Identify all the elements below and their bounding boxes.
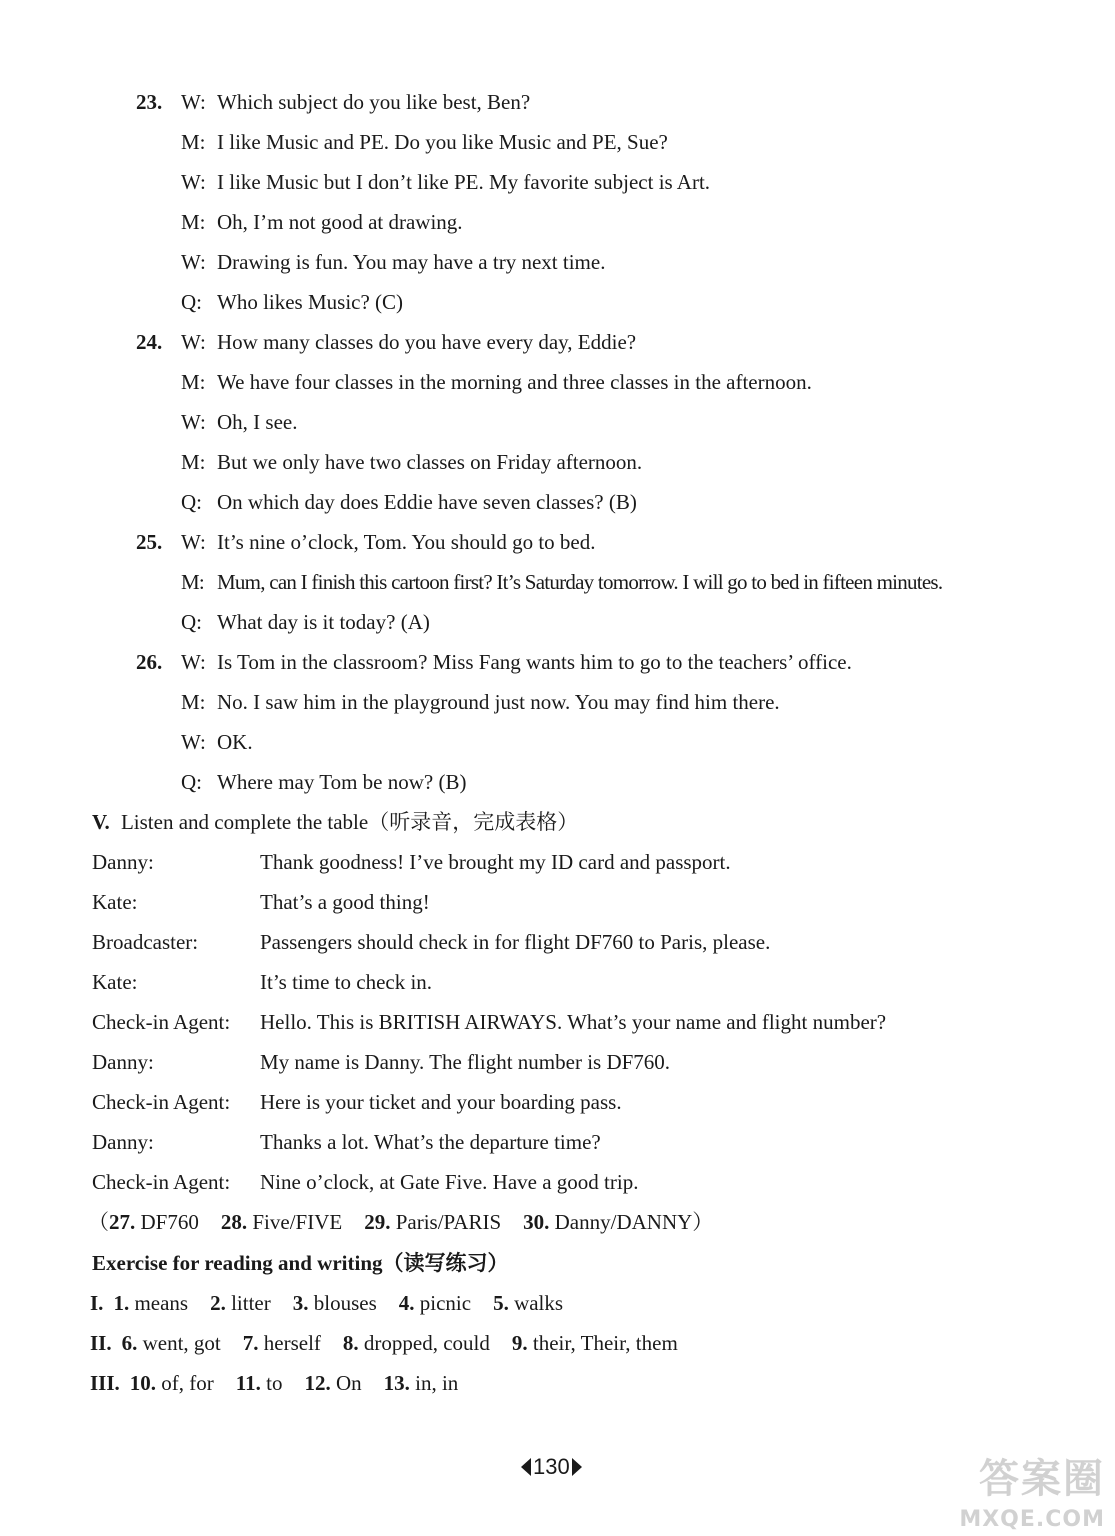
speech-text: My name is Danny. The flight number is DF760. <box>260 1050 671 1074</box>
speaker: M: <box>181 570 205 594</box>
part-label: II. <box>90 1331 112 1355</box>
answer-item <box>343 1331 490 1355</box>
speech-text: Here is your ticket and your boarding pass. <box>260 1090 622 1114</box>
answer-number: 29. <box>364 1210 391 1234</box>
dialogue-line <box>181 169 710 195</box>
answer-item <box>210 1291 271 1315</box>
answer-item <box>236 1371 283 1395</box>
answer-item <box>293 1291 377 1315</box>
answer-item <box>130 1371 214 1395</box>
answer-item <box>512 1331 678 1355</box>
answer-number: 7. <box>242 1331 259 1355</box>
answer-text: Danny/DANNY <box>554 1210 693 1234</box>
part-label: III. <box>90 1371 120 1395</box>
speaker: Q: <box>181 490 202 514</box>
line-text: On which day does Eddie have seven classes? (B) <box>217 490 637 514</box>
speaker: Q: <box>181 770 202 794</box>
speaker: M: <box>181 130 206 154</box>
dialogue-line <box>181 649 852 675</box>
answer-number: 6. <box>121 1331 138 1355</box>
answer-item <box>384 1371 459 1395</box>
dialogue-line <box>181 289 403 315</box>
speech-text: Thank goodness! I’ve brought my ID card and passport. <box>260 850 731 874</box>
line-text: I like Music and PE. Do you like Music and PE, Sue? <box>217 130 668 154</box>
speech-text: Thanks a lot. What’s the departure time? <box>260 1130 601 1154</box>
answer-text: of, for <box>161 1371 214 1395</box>
line-text: How many classes do you have every day, Eddie? <box>217 330 637 354</box>
answer-text: picnic <box>419 1291 472 1315</box>
dialogue-line <box>181 129 668 155</box>
speaker-name: Danny: <box>92 850 154 874</box>
dialogue-line <box>181 489 637 515</box>
speaker-name: Danny: <box>92 1050 154 1074</box>
line-text: Oh, I’m not good at drawing. <box>217 210 463 234</box>
speaker-name: Danny: <box>92 1130 154 1154</box>
answer-number: 13. <box>383 1371 410 1395</box>
page-number <box>521 1454 582 1480</box>
answer-text: to <box>266 1371 283 1395</box>
answers-part-3 <box>90 1370 458 1396</box>
watermark-logo: 答案圈 <box>979 1456 1105 1502</box>
question-number-25: 25. <box>136 530 163 554</box>
speaker: Q: <box>181 610 202 634</box>
answer-text: went, got <box>142 1331 221 1355</box>
answer-number: 12. <box>304 1371 331 1395</box>
line-text: Drawing is fun. You may have a try next time. <box>217 250 606 274</box>
answer-item <box>304 1371 361 1395</box>
speech-text: That’s a good thing! <box>260 890 430 914</box>
left-arrow-icon <box>521 1458 531 1476</box>
answer-item <box>399 1291 471 1315</box>
speaker-name: Check-in Agent: <box>92 1090 231 1114</box>
answer-text: DF760 <box>140 1210 199 1234</box>
section-title: Listen and complete the table（听录音，完成表格） <box>120 810 579 834</box>
line-text: It’s nine o’clock, Tom. You should go to bed. <box>217 530 596 554</box>
speaker: M: <box>181 690 206 714</box>
section-label: V. <box>92 810 110 834</box>
section-v-heading <box>92 809 578 835</box>
speaker: Q: <box>181 290 202 314</box>
answer-number: 28. <box>220 1210 248 1234</box>
question-number-24: 24. <box>136 330 163 354</box>
dialogue-line <box>181 249 605 275</box>
dialogue-line <box>181 369 812 395</box>
answer-number: 10. <box>129 1371 157 1395</box>
answer-number: 5. <box>493 1291 509 1315</box>
close-paren: ） <box>692 1210 714 1234</box>
answer-text: blouses <box>313 1291 377 1315</box>
speaker-name: Kate: <box>92 890 138 914</box>
speaker-name: Check-in Agent: <box>92 1170 231 1194</box>
line-text: No. I saw him in the playground just now. You may find him there. <box>217 690 780 714</box>
answer-number: 9. <box>511 1331 528 1355</box>
dialogue-line <box>181 529 595 555</box>
answer-number: 1. <box>113 1291 130 1315</box>
speaker: W: <box>181 250 206 274</box>
speech-text: Hello. This is BRITISH AIRWAYS. What’s your name and flight number? <box>260 1010 887 1034</box>
dialogue-line <box>181 89 530 115</box>
answer-item <box>122 1331 221 1355</box>
answer-number: 30. <box>523 1210 550 1234</box>
answer-item <box>109 1210 199 1234</box>
speaker: W: <box>181 90 206 114</box>
dialogue-line <box>181 609 430 635</box>
right-arrow-icon <box>572 1458 582 1476</box>
answer-number: 2. <box>210 1291 226 1315</box>
open-paren: （ <box>88 1210 109 1234</box>
line-text: Oh, I see. <box>217 410 298 434</box>
speaker-name: Check-in Agent: <box>92 1010 231 1034</box>
question-number-23: 23. <box>136 90 163 114</box>
answer-number: 3. <box>292 1291 309 1315</box>
line-text: Which subject do you like best, Ben? <box>217 90 531 114</box>
answer-number: 27. <box>109 1210 136 1234</box>
answer-text: their, Their, them <box>532 1331 678 1355</box>
line-text: What day is it today? (A) <box>217 610 430 634</box>
answer-text: herself <box>263 1331 321 1355</box>
answer-number: 11. <box>235 1371 261 1395</box>
speaker-name: Kate: <box>92 970 138 994</box>
line-text: We have four classes in the morning and three classes in the afternoon. <box>217 370 812 394</box>
speaker-name: Broadcaster: <box>92 930 199 954</box>
line-text: Is Tom in the classroom? Miss Fang wants him to go to the teachers’ office. <box>217 650 852 674</box>
line-text: Where may Tom be now? (B) <box>217 770 467 794</box>
dialogue-line <box>181 729 253 755</box>
answers-part-2 <box>90 1330 678 1356</box>
answer-item <box>493 1291 563 1315</box>
answer-text: means <box>134 1291 189 1315</box>
speaker: M: <box>181 210 206 234</box>
dialogue-line <box>181 769 466 795</box>
dialogue-line <box>181 449 642 475</box>
page-number-text: 130 <box>533 1454 570 1479</box>
speaker: W: <box>181 650 206 674</box>
speaker: M: <box>181 450 206 474</box>
answer-text: On <box>335 1371 362 1395</box>
answer-text: Five/FIVE <box>252 1210 343 1234</box>
speech-text: It’s time to check in. <box>260 970 433 994</box>
line-text: But we only have two classes on Friday afternoon. <box>217 450 643 474</box>
answer-number: 8. <box>342 1331 359 1355</box>
answer-text: Paris/PARIS <box>395 1210 502 1234</box>
answer-item <box>221 1210 342 1234</box>
dialogue-line <box>181 409 297 435</box>
answers-27-30 <box>88 1209 713 1235</box>
line-text: Who likes Music? (C) <box>217 290 404 314</box>
answer-text: in, in <box>415 1371 459 1395</box>
line-text: Mum, can I finish this cartoon first? It’s Saturday tomorrow. I will go to bed in fifteen minutes. <box>217 570 943 594</box>
answer-text: walks <box>514 1291 564 1315</box>
dialogue-line <box>181 329 636 355</box>
speech-text: Nine o’clock, at Gate Five. Have a good trip. <box>260 1170 639 1194</box>
speaker: W: <box>181 330 206 354</box>
answer-number: 4. <box>398 1291 415 1315</box>
speaker: W: <box>181 410 206 434</box>
speaker: W: <box>181 170 206 194</box>
answer-item <box>243 1331 321 1355</box>
answer-text: litter <box>231 1291 271 1315</box>
answer-item <box>113 1291 188 1315</box>
part-label: I. <box>90 1291 104 1315</box>
reading-section-title: Exercise for reading and writing（读写练习） <box>92 1251 509 1275</box>
dialogue-line <box>181 569 942 595</box>
line-text: OK. <box>217 730 253 754</box>
speaker: W: <box>181 530 206 554</box>
answer-text: dropped, could <box>363 1331 490 1355</box>
speaker: M: <box>181 370 206 394</box>
speech-text: Passengers should check in for flight DF760 to Paris, please. <box>260 930 771 954</box>
line-text: I like Music but I don’t like PE. My favorite subject is Art. <box>217 170 711 194</box>
question-number-26: 26. <box>136 650 163 674</box>
dialogue-line <box>181 689 780 715</box>
answer-item <box>364 1210 501 1234</box>
dialogue-line <box>181 209 463 235</box>
speaker: W: <box>181 730 206 754</box>
answers-part-1 <box>90 1290 563 1316</box>
answer-item <box>523 1210 692 1234</box>
watermark-url: MXQE.COM <box>959 1507 1105 1532</box>
